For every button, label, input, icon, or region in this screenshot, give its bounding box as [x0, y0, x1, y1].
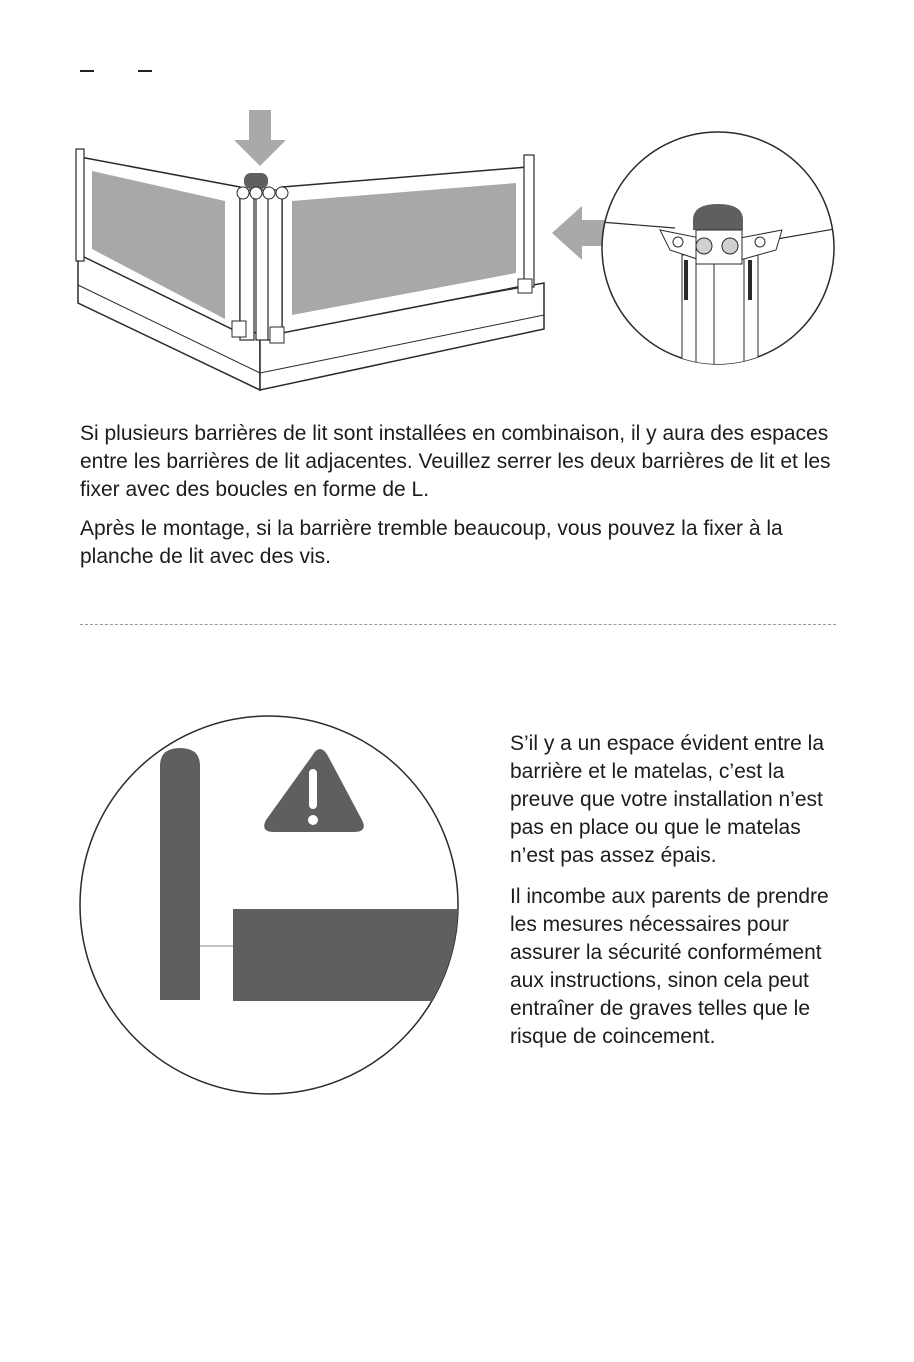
bed-rail-corner-illustration	[70, 105, 560, 400]
header-mark-left	[80, 70, 94, 72]
down-arrow-icon	[234, 110, 286, 166]
bed-rail-icon	[160, 748, 200, 1000]
bottom-paragraph-1: S’il y a un espace évident entre la barrière et le matelas, c’est la preuve que votre installation n’est pas en place ou que le matelas n’est pas assez épais.	[510, 732, 825, 867]
top-paragraph-2: Après le montage, si la barrière tremble beaucoup, vous pouvez la fixer à la planche de lit avec des vis.	[80, 517, 783, 568]
top-paragraph-1: Si plusieurs barrières de lit sont installées en combinaison, il y aura des espaces entre les barrières de lit adjacentes. Veuillez serrer les deux barrières de lit et les fixer avec des boucles en forme de L.	[80, 422, 831, 501]
mattress-icon	[233, 909, 462, 1001]
section-divider	[80, 624, 836, 625]
gap-warning-illustration	[78, 714, 462, 1098]
l-buckle-detail-icon	[600, 130, 840, 370]
header-mark-right	[138, 70, 152, 72]
bottom-paragraph-2: Il incombe aux parents de prendre les mesures nécessaires pour assurer la sécurité conformément aux instructions, sinon cela peut entraîner de graves telles que le risque de coincement.	[510, 885, 829, 1048]
